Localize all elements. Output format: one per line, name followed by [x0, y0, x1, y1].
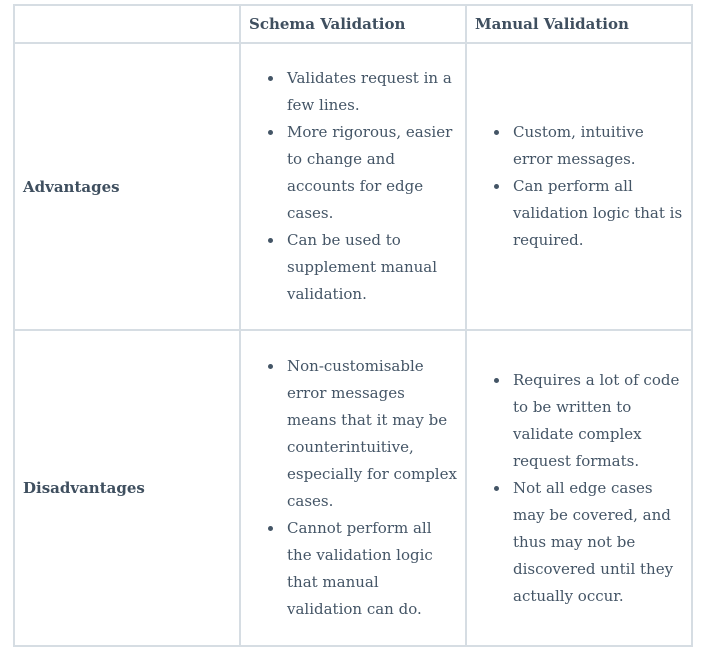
list-item: Custom, intuitive error messages.: [513, 119, 683, 173]
list-item: More rigorous, easier to change and accounts for edge cases.: [287, 119, 457, 227]
row-label-disadvantages: Disadvantages: [14, 330, 240, 646]
header-schema-validation: Schema Validation: [240, 5, 466, 43]
table-row-disadvantages: [14, 330, 692, 646]
list-item: Validates request in a few lines.: [287, 65, 457, 119]
list-item: Cannot perform all the validation logic that manual validation can do.: [287, 515, 457, 623]
advantages-manual-list: [475, 119, 683, 254]
row-label-advantages: Advantages: [14, 43, 240, 330]
comparison-table: [13, 4, 693, 647]
list-item: Not all edge cases may be covered, and thus may not be discovered until they actually occur.: [513, 475, 683, 610]
list-item: Non-customisable error messages means that it may be counterintuitive, especially for complex cases.: [287, 353, 457, 515]
header-row: [14, 5, 692, 43]
cell-disadvantages-manual: [466, 330, 692, 646]
list-item: Requires a lot of code to be written to validate complex request formats.: [513, 367, 683, 475]
disadvantages-schema-list: [249, 353, 457, 623]
cell-disadvantages-schema: [240, 330, 466, 646]
advantages-schema-list: [249, 65, 457, 308]
cell-advantages-schema: [240, 43, 466, 330]
list-item: Can be used to supplement manual validation.: [287, 227, 457, 308]
cell-advantages-manual: [466, 43, 692, 330]
disadvantages-manual-list: [475, 367, 683, 610]
list-item: Can perform all validation logic that is required.: [513, 173, 683, 254]
header-empty-cell: [14, 5, 240, 43]
header-manual-validation: Manual Validation: [466, 5, 692, 43]
table-row-advantages: [14, 43, 692, 330]
